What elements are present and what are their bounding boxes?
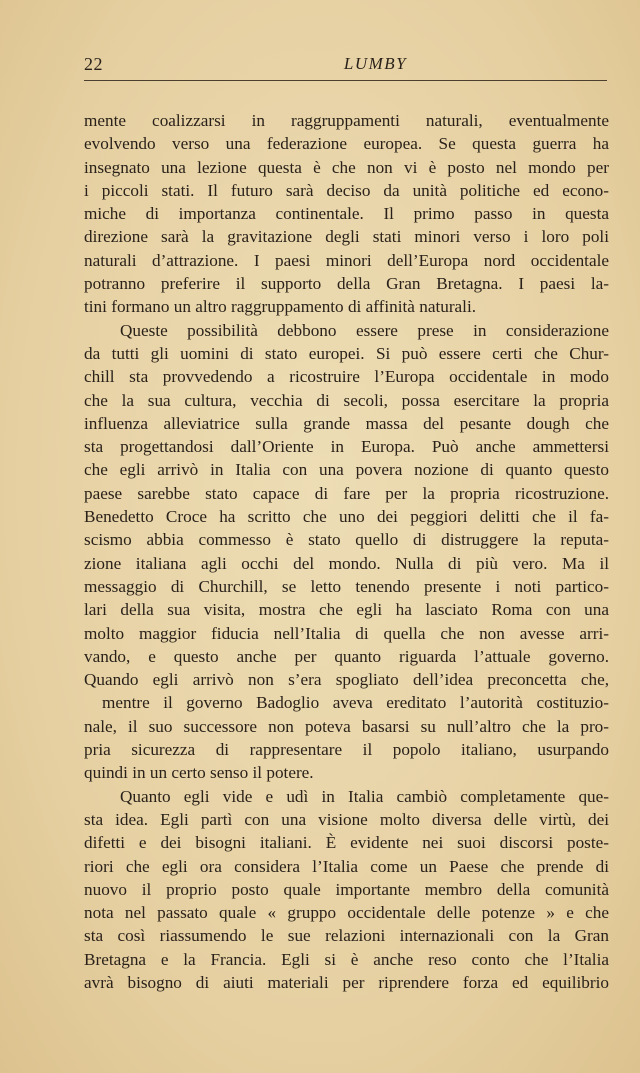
text-line: da tutti gli uomini di stato europei. Si può essere certi che Chur- [84,343,609,363]
running-head: LUMBY [343,54,408,73]
text-line: quindi in un certo senso il potere. [84,763,314,783]
text-line: direzione sarà la gravitazione degli stati minori verso i loro poli [84,227,609,247]
text-line: sta così riassumendo le sue relazioni internazionali con la Gran [84,926,609,946]
body-text [84,109,609,994]
text-line: riori che egli ora considera l’Italia come un Paese che prende di [84,856,609,876]
text-line: molto maggior fiducia nell’Italia di quella che non avesse arri- [84,623,609,643]
text-line: Quando egli arrivò non s’era spogliato dell’idea preconcetta che, [84,670,609,690]
text-line: vando, e questo anche per quanto riguarda l’attuale governo. [84,646,609,666]
text-line: scismo abbia commesso è stato quello di distruggere la reputa- [84,530,609,550]
text-line: Quanto egli vide e udì in Italia cambiò completamente que- [120,786,609,806]
text-line: messaggio di Churchill, se letto tenendo presente i noti partico- [84,576,609,596]
page-header [84,54,607,81]
text-line: insegnato una lezione questa è che non vi è posto nel mondo per [84,157,609,177]
paragraph [84,109,609,319]
text-line: sta progettandosi dall’Oriente in Europa. Può anche ammettersi [84,437,609,457]
text-line: evolvendo verso una federazione europea. Se questa guerra ha [84,134,609,154]
text-line: zione italiana agli occhi del mondo. Nulla di più vero. Ma il [84,553,609,573]
text-line: avrà bisogno di aiuti materiali per riprendere forza ed equilibrio [84,972,609,992]
text-line: sta idea. Egli partì con una visione molto diversa delle virtù, dei [84,809,609,829]
text-line: tini formano un altro raggruppamento di affinità naturali. [84,297,477,317]
text-line: Bretagna e la Francia. Egli si è anche reso conto che l’Italia [84,949,609,969]
text-line: miche di importanza continentale. Il primo passo in questa [84,204,609,224]
text-line: nota nel passato quale « gruppo occidentale delle potenze » e che [84,903,609,923]
text-line: Queste possibilità debbono essere prese in considerazione [120,320,609,340]
text-line: i piccoli stati. Il futuro sarà deciso da unità politiche ed econo- [84,180,609,200]
text-line: che egli arrivò in Italia con una povera nozione di quanto questo [84,460,609,480]
text-line: pria sicurezza di rappresentare il popolo italiano, usurpando [84,740,609,760]
text-line: nale, il suo successore non poteva basarsi su null’altro che la pro- [84,716,609,736]
paragraph [84,785,609,995]
text-line: paese sarebbe stato capace di fare per la propria ricostruzione. [84,483,609,503]
text-line: Benedetto Croce ha scritto che uno dei peggiori delitti che il fa- [84,507,609,527]
paragraph [84,319,609,785]
text-line: che la sua cultura, vecchia di secoli, possa esercitare la propria [84,390,609,410]
text-line: influenza alleviatrice sulla grande massa del pesante dough che [84,413,609,433]
text-line: chill sta provvedendo a ricostruire l’Europa occidentale in modo [84,367,609,387]
page-number: 22 [84,54,103,74]
text-line: difetti e dei bisogni italiani. È evidente nei suoi discorsi poste- [84,833,609,853]
text-line: naturali d’attrazione. I paesi minori dell’Europa nord occidentale [84,250,609,270]
text-line: nuovo il proprio posto quale importante membro della comunità [84,879,609,899]
text-line: lari della sua visita, mostra che egli ha lasciato Roma con una [84,600,609,620]
text-line: mente coalizzarsi in raggruppamenti naturali, eventualmente [84,111,609,130]
text-line: potranno preferire il supporto della Gran Bretagna. I paesi la- [84,274,609,294]
text-line: mentre il governo Badoglio aveva ereditato l’autorità costituzio- [102,693,609,713]
